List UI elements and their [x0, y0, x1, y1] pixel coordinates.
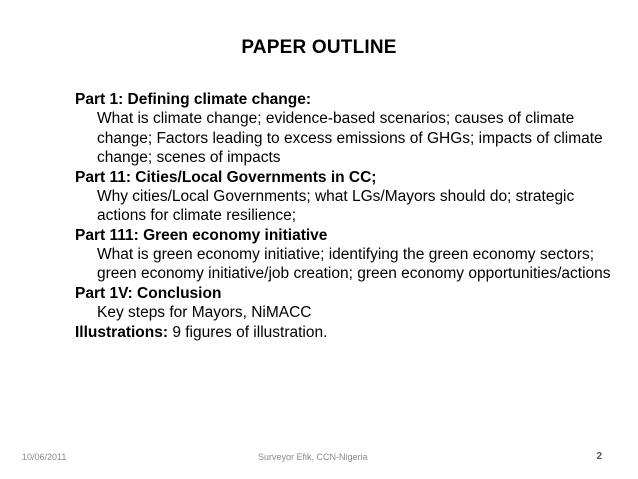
page-number: 2 [596, 451, 602, 462]
outline-part-3 [75, 226, 620, 284]
part-body: What is climate change; evidence-based scenarios; causes of climate change; Factors leading to excess emissions of GHGs; impacts of climate change; scenes of impacts [97, 110, 603, 166]
part-heading: Part 111: Green economy initiative [75, 226, 328, 244]
part-body: Why cities/Local Governments; what LGs/Mayors should do; strategic actions for climate resilience; [97, 187, 575, 224]
part-heading: Part 1V: Conclusion [75, 284, 222, 302]
outline-list [75, 90, 620, 342]
part-body: What is green economy initiative; identifying the green economy sectors; green economy initiative/job creation; green economy opportunities/actions [97, 245, 611, 282]
outline-part-1 [75, 90, 620, 168]
outline-part-4 [75, 284, 620, 323]
part-heading: Part 11: Cities/Local Governments in CC; [75, 168, 377, 186]
part-body: Key steps for Mayors, NiMACC [97, 303, 312, 321]
slide-title: PAPER OUTLINE [241, 37, 397, 58]
part-heading: Part 1: Defining climate change: [75, 91, 311, 108]
footer-date: 10/06/2011 [22, 452, 67, 462]
illustrations-text: 9 figures of illustration. [168, 324, 328, 341]
illustrations-label: Illustrations: [75, 324, 169, 341]
footer-author: Surveyor Efik, CCN-Nigeria [258, 452, 368, 462]
outline-part-2 [75, 168, 620, 226]
illustrations-line [75, 323, 620, 342]
